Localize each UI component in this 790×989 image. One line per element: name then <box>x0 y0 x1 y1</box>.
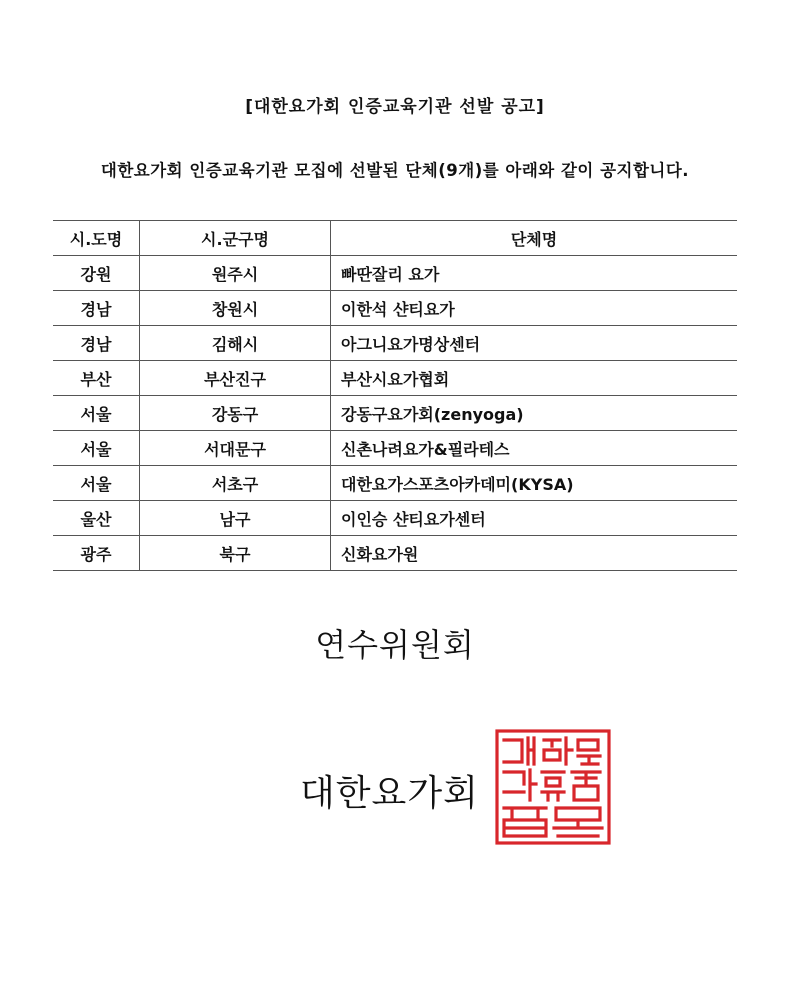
cell-province: 서울 <box>53 396 140 431</box>
table-row <box>53 256 737 291</box>
selected-organizations-table <box>53 220 737 571</box>
table-row <box>53 326 737 361</box>
notice-title: [대한요가회 인증교육기관 선발 공고] <box>245 97 545 117</box>
cell-province: 강원 <box>53 256 140 291</box>
cell-district: 서대문구 <box>140 431 331 466</box>
table-row <box>53 431 737 466</box>
table-row <box>53 291 737 326</box>
committee-name: 연수위원회 <box>315 626 475 664</box>
cell-organization: 부산시요가협회 <box>331 361 738 396</box>
table-header-row <box>53 221 737 256</box>
cell-organization: 아그니요가명상센터 <box>331 326 738 361</box>
cell-organization: 강동구요가회(zenyoga) <box>331 396 738 431</box>
cell-organization: 이인승 샨티요가센터 <box>331 501 738 536</box>
cell-organization: 신촌나려요가&필라테스 <box>331 431 738 466</box>
cell-province: 부산 <box>53 361 140 396</box>
header-province: 시.도명 <box>53 221 140 256</box>
cell-organization: 신화요가원 <box>331 536 738 571</box>
header-organization: 단체명 <box>331 221 738 256</box>
organization-name: 대한요가회 <box>300 773 479 814</box>
cell-province: 경남 <box>53 326 140 361</box>
cell-organization: 대한요가스포츠아카데미(KYSA) <box>331 466 738 501</box>
table-row <box>53 536 737 571</box>
cell-province: 서울 <box>53 466 140 501</box>
cell-province: 울산 <box>53 501 140 536</box>
table-row <box>53 396 737 431</box>
cell-district: 남구 <box>140 501 331 536</box>
cell-district: 원주시 <box>140 256 331 291</box>
cell-province: 광주 <box>53 536 140 571</box>
cell-organization: 빠딴잘리 요가 <box>331 256 738 291</box>
table-row <box>53 501 737 536</box>
seal-glyphs <box>497 731 609 843</box>
cell-district: 서초구 <box>140 466 331 501</box>
cell-organization: 이한석 샨티요가 <box>331 291 738 326</box>
table-row <box>53 361 737 396</box>
cell-district: 창원시 <box>140 291 331 326</box>
cell-district: 부산진구 <box>140 361 331 396</box>
header-district: 시.군구명 <box>140 221 331 256</box>
table-row <box>53 466 737 501</box>
cell-province: 경남 <box>53 291 140 326</box>
notice-intro: 대한요가회 인증교육기관 모집에 선발된 단체(9개)를 아래와 같이 공지합니다. <box>100 161 690 180</box>
cell-district: 북구 <box>140 536 331 571</box>
cell-district: 김해시 <box>140 326 331 361</box>
cell-province: 서울 <box>53 431 140 466</box>
cell-district: 강동구 <box>140 396 331 431</box>
official-seal-icon <box>494 728 612 846</box>
